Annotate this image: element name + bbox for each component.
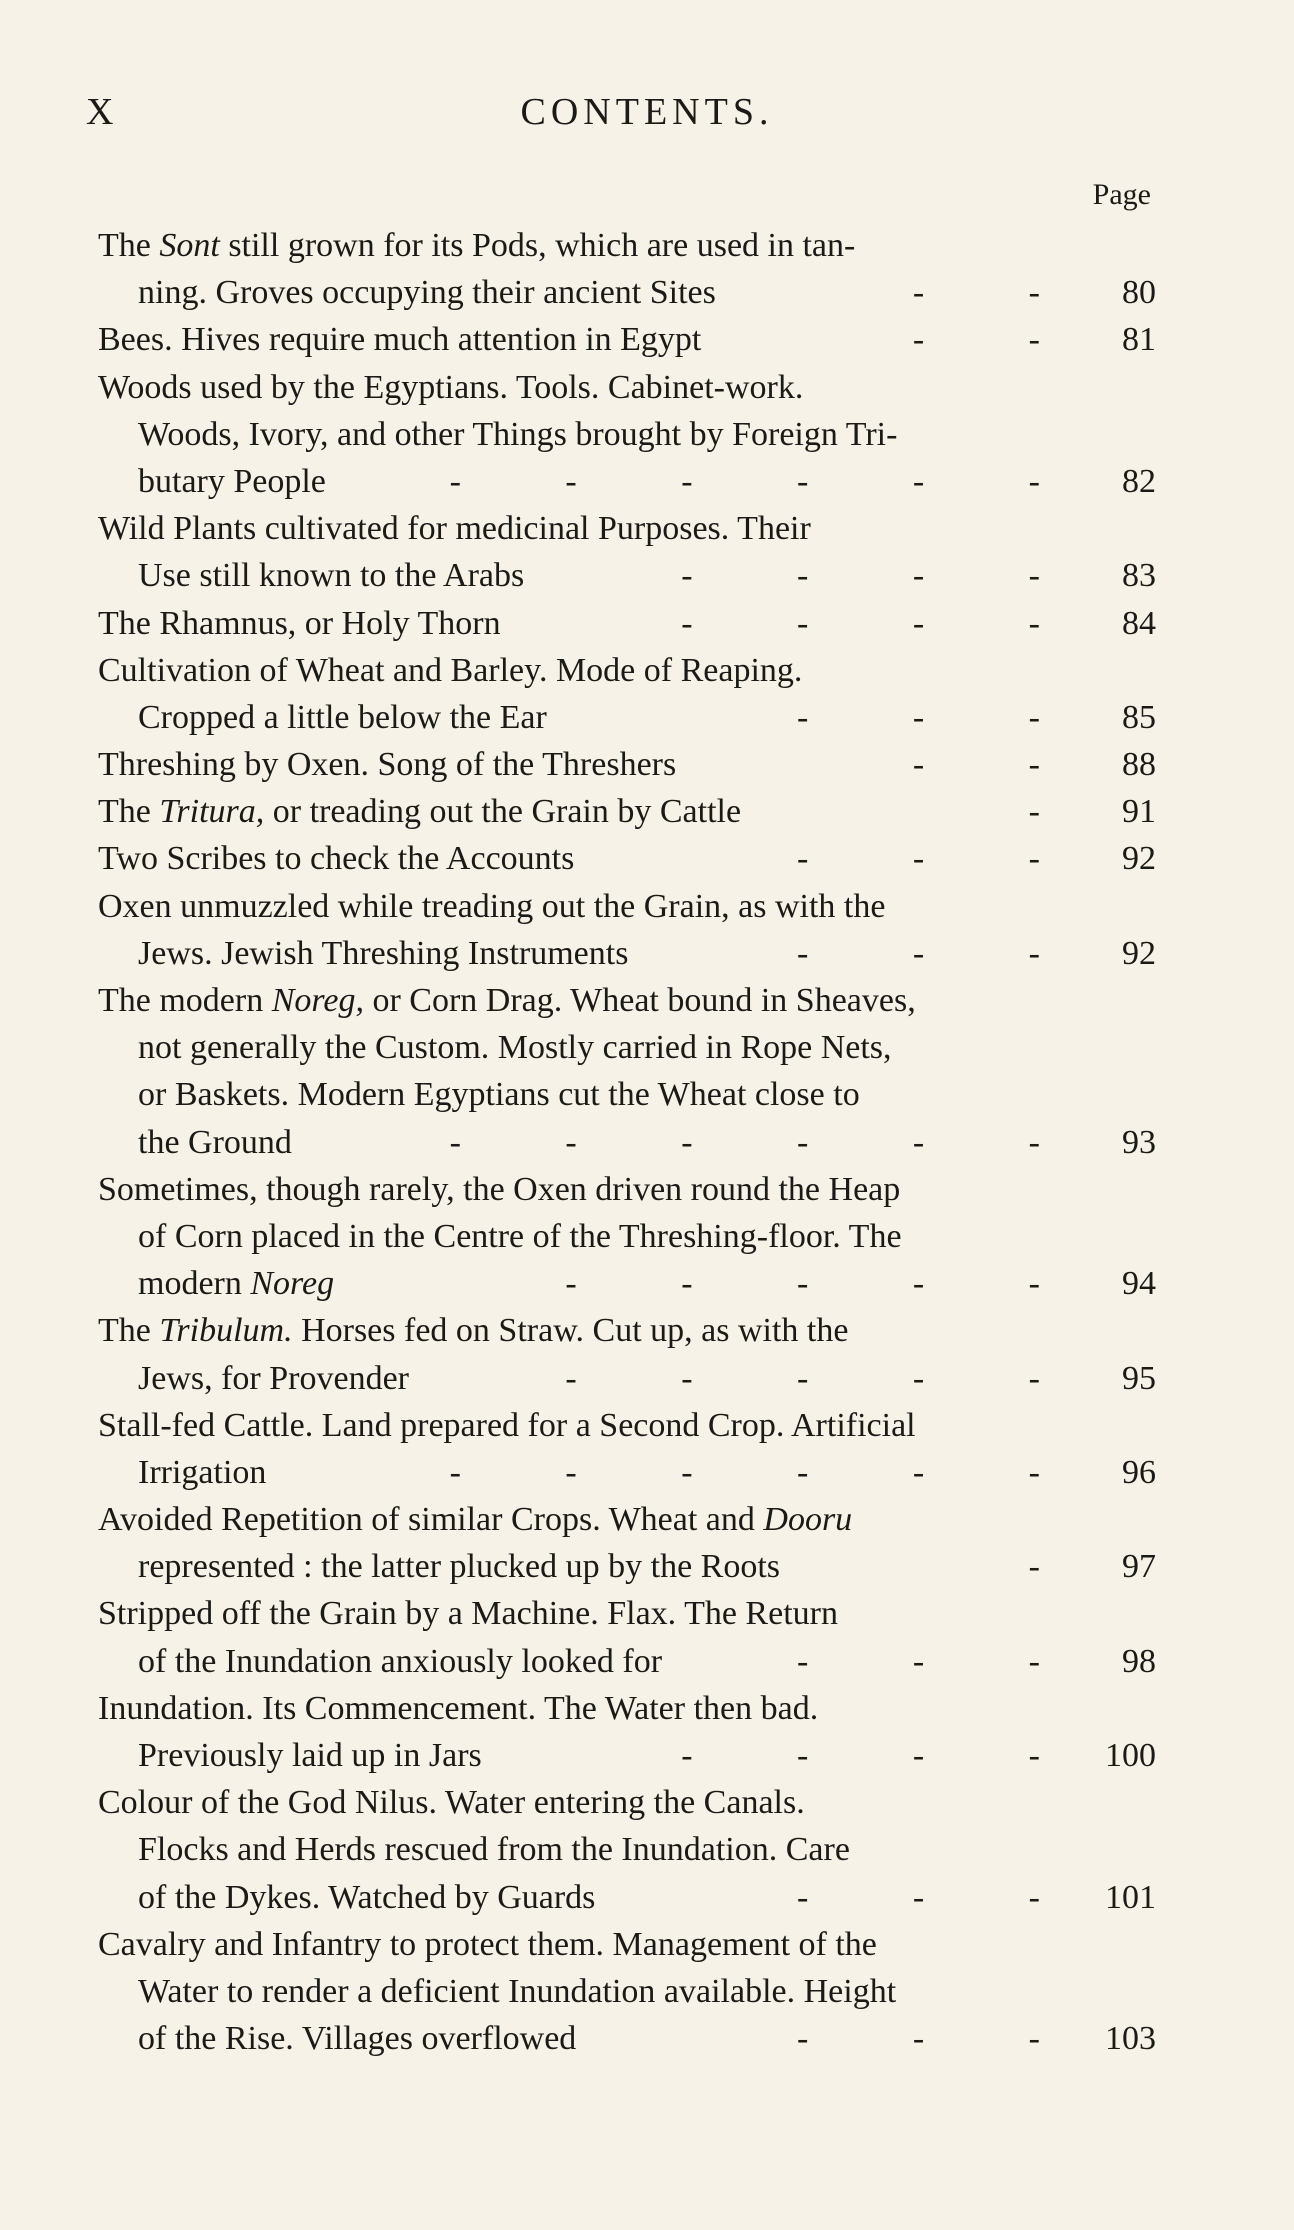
entry-text-segment: Jews, for Provender [138,1359,409,1397]
entry-text [98,977,916,1024]
entry-line [98,505,1156,552]
entry-line [98,1638,1156,1685]
entry-line [98,1685,1156,1732]
entry-line [98,552,1156,599]
entry-line [98,788,1156,835]
entry-text-segment: Cropped a little below the Ear [138,698,547,736]
entry-text [98,222,855,269]
roman-page-number: X [86,91,116,133]
entry-line [98,1543,1156,1590]
page-number: 92 [1122,840,1156,878]
entry-text [98,788,741,835]
contents-entry [98,222,1156,316]
page-title: CONTENTS. [520,91,774,133]
entry-line [98,1355,1156,1402]
entry-text [138,1449,266,1496]
entry-text-segment: The [98,793,160,831]
entry-text [98,741,676,788]
italic-term: Sont [159,227,220,264]
entry-line [98,1874,1156,1921]
entry-text [98,1496,852,1543]
contents-entry [98,1590,1156,1684]
entry-line [98,222,1156,269]
entry-text [138,930,628,977]
italic-term: Noreg, [271,982,364,1019]
entry-text-segment: Cavalry and Infantry to protect them. Management of the [98,1925,877,1963]
entry-line [98,269,1156,316]
entry-text-segment: Use still known to the Arabs [138,557,525,595]
entry-text [98,364,803,411]
entry-text-segment: of Corn placed in the Centre of the Threshing-floor. The [138,1217,902,1255]
page-number: 103 [1105,2020,1156,2058]
entry-text-segment: Previously laid up in Jars [138,1737,482,1774]
italic-term: Tribulum. [159,1312,293,1350]
entry-line [98,1024,1156,1071]
entry-text [138,1732,482,1779]
entry-line [98,1119,1156,1166]
contents-entry [98,1921,1156,2063]
page-number: 80 [1122,274,1156,312]
entry-text-segment: Bees. Hives require much attention in Egypt [98,321,702,359]
entry-text-segment: Irrigation [138,1453,267,1491]
entry-line [98,1496,1156,1543]
page-number: 96 [1122,1453,1156,1491]
entry-text [138,1826,850,1873]
entry-text-segment: the Ground [138,1123,292,1161]
entry-text [138,2015,576,2062]
contents-entry [98,1307,1156,1401]
entry-text [138,1968,896,2015]
entry-text-segment: Sometimes, though rarely, the Oxen driven round the Heap [98,1170,901,1208]
entry-text-segment: The [98,1312,160,1350]
entry-line [98,977,1156,1024]
entry-line [98,458,1156,505]
dash-leader: - - - - - [565,1265,1088,1303]
entry-text-segment: Horses fed on Straw. Cut up, as with the [292,1312,849,1350]
entry-line [98,1449,1156,1496]
dash-leader: - - - - - - [449,1123,1088,1161]
contents-entry [98,600,1156,647]
entry-line [98,694,1156,741]
entry-text-segment: Avoided Repetition of similar Crops. Wheat and [98,1501,764,1539]
entry-line [98,600,1156,647]
entry-line [98,1732,1156,1779]
entry-line [98,2015,1156,2062]
dash-leader: - [1028,793,1088,831]
entry-text-segment: Woods, Ivory, and other Things brought by Foreign Tri- [138,415,898,453]
entry-line [98,1260,1156,1307]
entry-text-segment: still grown for its Pods, which are used in tan- [219,227,856,264]
entry-line [98,1968,1156,2015]
entry-line [98,1166,1156,1213]
entry-text [98,1402,916,1449]
entry-text-segment: of the Dykes. Watched by Guards [138,1878,596,1916]
entry-text [98,1779,805,1826]
page-number: 91 [1122,793,1156,831]
page-number: 82 [1122,462,1156,500]
italic-term: Tritura, [159,793,265,831]
entry-text [138,411,897,458]
page-number: 100 [1105,1737,1156,1774]
entry-line [98,1402,1156,1449]
page-number: 101 [1105,1878,1156,1916]
entry-text-segment: The [98,227,160,264]
entry-text [98,835,574,882]
contents-entry [98,1402,1156,1496]
page-number: 92 [1122,934,1156,972]
dash-leader: - - [912,274,1088,312]
entry-text [98,505,811,552]
page-number: 85 [1122,698,1156,736]
entry-text-segment: represented : the latter plucked up by the Roots [138,1548,781,1586]
entry-line [98,1826,1156,1873]
entry-text-segment: Flocks and Herds rescued from the Inundation. Care [138,1831,850,1869]
contents-entry [98,364,1156,506]
dash-leader: - - - - [681,557,1088,595]
entry-text [138,1874,595,1921]
page-column-label: Page [1092,178,1151,211]
entry-text-segment: Woods used by the Egyptians. Tools. Cabinet-work. [98,368,804,406]
entry-text [138,1024,892,1071]
entry-text-segment: Stall-fed Cattle. Land prepared for a Second Crop. Artificial [98,1406,916,1444]
entry-text-segment: not generally the Custom. Mostly carried in Rope Nets, [138,1029,892,1067]
contents-entry [98,316,1156,363]
entry-line [98,1071,1156,1118]
entry-text [138,1071,860,1118]
entry-text [138,1119,292,1166]
page-number: 98 [1122,1642,1156,1680]
dash-leader: - - - [797,934,1088,972]
entry-line [98,316,1156,363]
dash-leader: - - - [797,1642,1088,1680]
entry-text-segment: Stripped off the Grain by a Machine. Flax. The Return [98,1595,838,1633]
dash-leader: - - [912,321,1088,359]
page-number: 95 [1122,1359,1156,1397]
page-number: 84 [1122,604,1156,642]
dash-leader: - - [912,746,1088,784]
contents-entry [98,1685,1156,1779]
entry-text-segment: Cultivation of Wheat and Barley. Mode of Reaping. [98,651,803,689]
italic-term: Dooru [763,1501,853,1539]
entry-text-segment: ning. Groves occupying their ancient Sites [138,274,716,312]
contents-list [98,222,1156,2062]
entry-line [98,930,1156,977]
page-number: 94 [1122,1265,1156,1303]
entry-text [138,1543,780,1590]
entry-text-segment: Water to render a deficient Inundation available. Height [138,1972,897,2010]
entry-text [98,1307,848,1354]
contents-entry [98,647,1156,741]
entry-text [98,600,501,647]
entry-text-segment: The modern [98,982,272,1019]
entry-line [98,364,1156,411]
entry-text [98,1685,818,1732]
contents-entry [98,883,1156,977]
entry-line [98,647,1156,694]
entry-text-segment: Wild Plants cultivated for medicinal Purposes. Their [98,510,811,548]
entry-line [98,1921,1156,1968]
italic-term: Noreg [250,1265,335,1303]
entry-line [98,1779,1156,1826]
entry-text [138,1213,902,1260]
contents-entry [98,788,1156,835]
entry-text-segment: Jews. Jewish Threshing Instruments [138,934,629,972]
contents-entry [98,741,1156,788]
entry-text-segment: butary People [138,462,326,500]
entry-text [138,1638,662,1685]
dash-leader: - - - [797,1878,1088,1916]
entry-text-segment: of the Inundation anxiously looked for [138,1642,663,1680]
entry-text [98,647,802,694]
contents-entry [98,835,1156,882]
entry-text [138,1260,334,1307]
page-number: 83 [1122,557,1156,595]
page-number: 88 [1122,746,1156,784]
entry-line [98,1590,1156,1637]
entry-text [138,694,547,741]
entry-text-segment: or treading out the Grain by Cattle [264,793,742,831]
entry-text [138,1355,409,1402]
contents-entry [98,1166,1156,1308]
dash-leader: - - - - - - [449,462,1088,500]
entry-text-segment: Colour of the God Nilus. Water entering the Canals. [98,1784,805,1822]
entry-text-segment: modern [138,1265,251,1303]
entry-text-segment: Oxen unmuzzled while treading out the Grain, as with the [98,887,886,925]
dash-leader: - [1028,1548,1088,1586]
dash-leader: - - - [797,2020,1088,2058]
entry-text-segment: of the Rise. Villages overflowed [138,2020,577,2058]
entry-text-segment: Inundation. Its Commencement. The Water then bad. [98,1689,819,1727]
entry-line [98,741,1156,788]
contents-entry [98,505,1156,599]
dash-leader: - - - - [681,1737,1088,1774]
entry-text [138,458,326,505]
dash-leader: - - - [797,698,1088,736]
entry-line [98,835,1156,882]
entry-text [98,883,885,930]
page-number: 97 [1122,1548,1156,1586]
entry-text-segment: The Rhamnus, or Holy Thorn [98,604,501,642]
entry-text [98,1921,877,1968]
entry-text-segment: or Corn Drag. Wheat bound in Sheaves, [363,982,916,1019]
page-number: 93 [1122,1123,1156,1161]
contents-entry [98,1496,1156,1590]
entry-text [138,269,716,316]
entry-text-segment: Two Scribes to check the Accounts [98,840,575,878]
entry-text [98,1590,838,1637]
entry-text [98,1166,900,1213]
entry-text [138,552,524,599]
dash-leader: - - - - - - [449,1453,1088,1491]
dash-leader: - - - - [681,604,1088,642]
entry-text-segment: or Baskets. Modern Egyptians cut the Wheat close to [138,1076,860,1114]
entry-line [98,411,1156,458]
page-number: 81 [1122,321,1156,359]
entry-line [98,1307,1156,1354]
contents-entry [98,1779,1156,1921]
dash-leader: - - - [797,840,1088,878]
entry-line [98,1213,1156,1260]
entry-text-segment: Threshing by Oxen. Song of the Threshers [98,746,677,784]
entry-text [98,316,701,363]
dash-leader: - - - - - [565,1359,1088,1397]
contents-entry [98,977,1156,1166]
entry-line [98,883,1156,930]
